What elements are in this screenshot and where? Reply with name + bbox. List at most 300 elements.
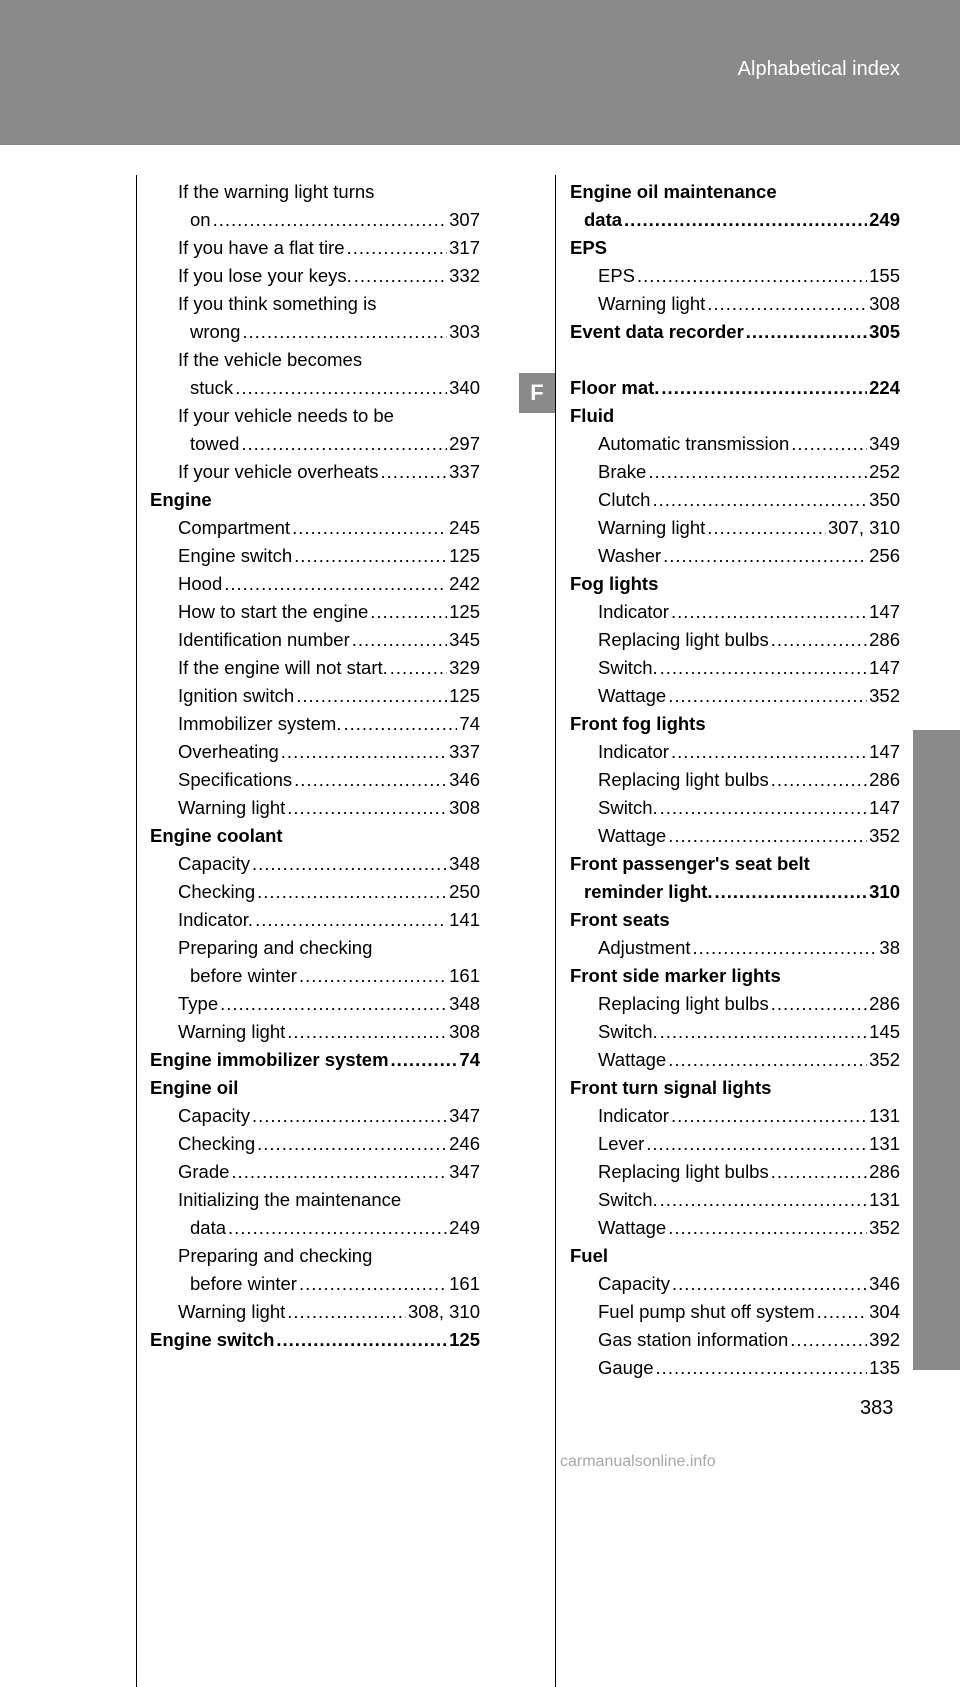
index-entry-label: Fuel pump shut off system [598, 1301, 815, 1322]
index-entry [150, 654, 480, 682]
index-page-ref: 303 [449, 321, 480, 342]
index-entry [570, 1186, 900, 1214]
index-entry-label: Replacing light bulbs [598, 1161, 769, 1182]
index-entry-label: Adjustment [598, 937, 691, 958]
index-page-ref: 161 [449, 1273, 480, 1294]
index-entry-label: Checking [178, 881, 256, 902]
index-heading [570, 850, 900, 878]
index-entry-label: data [584, 209, 623, 230]
dot-leader [668, 682, 867, 710]
index-subentry-text: If you think something is [178, 293, 377, 314]
index-entry [150, 542, 480, 570]
index-page-ref: 308, 310 [407, 1301, 480, 1322]
header-title: Alphabetical index [737, 58, 900, 80]
index-entry [570, 766, 900, 794]
index-entry [570, 514, 900, 542]
index-page-ref: 310 [869, 881, 900, 902]
index-entry [150, 878, 480, 906]
index-page-ref: 308 [449, 797, 480, 818]
index-entry-label: Immobilizer system. [178, 713, 342, 734]
index-entry [570, 374, 900, 402]
index-entry-label: Switch. [598, 797, 658, 818]
dot-leader [672, 1270, 867, 1298]
index-subentry-wrap [150, 178, 480, 206]
index-heading-text: Engine [150, 489, 212, 510]
index-entry [150, 318, 480, 346]
index-entry [150, 598, 480, 626]
index-page-ref: 337 [449, 741, 480, 762]
dot-leader [257, 1130, 447, 1158]
index-entry-label: If your vehicle overheats [178, 461, 379, 482]
index-subentry-text: If the warning light turns [178, 181, 375, 202]
index-subentry-text: Preparing and checking [178, 1245, 373, 1266]
dot-leader [296, 682, 447, 710]
index-page-ref: 308 [869, 293, 900, 314]
index-page-ref: 135 [869, 1357, 900, 1378]
index-entry [570, 262, 900, 290]
index-subentry-text: If the vehicle becomes [178, 349, 363, 370]
index-entry [150, 1046, 480, 1074]
dot-leader [660, 1186, 867, 1214]
index-page-ref: 250 [449, 881, 480, 902]
index-entry [150, 1018, 480, 1046]
index-page-ref: 345 [449, 629, 480, 650]
index-entry [570, 290, 900, 318]
index-entry-label: Warning light [598, 517, 706, 538]
index-page-ref: 297 [449, 433, 480, 454]
index-page-ref: 249 [449, 1217, 480, 1238]
index-entry [150, 1130, 480, 1158]
index-entry-label: towed [190, 433, 240, 454]
index-entry [570, 822, 900, 850]
index-entry-label: Automatic transmission [598, 433, 790, 454]
index-page-ref: 145 [869, 1021, 900, 1042]
dot-leader [715, 878, 868, 906]
index-page-ref: 147 [869, 797, 900, 818]
dot-leader [252, 1102, 447, 1130]
index-entry [570, 458, 900, 486]
index-page-ref: 74 [459, 713, 480, 734]
index-page-ref: 256 [869, 545, 900, 566]
index-heading [570, 906, 900, 934]
index-subentry-wrap [150, 1186, 480, 1214]
index-entry [570, 542, 900, 570]
dot-leader [235, 374, 447, 402]
index-page-ref: 125 [449, 601, 480, 622]
dot-leader [648, 458, 867, 486]
index-entry-label: Washer [598, 545, 662, 566]
dot-leader [287, 794, 447, 822]
index-page-ref: 307 [449, 209, 480, 230]
index-heading [570, 710, 900, 738]
column-divider-middle [555, 175, 556, 1687]
index-entry [150, 1102, 480, 1130]
index-entry [150, 374, 480, 402]
dot-leader [228, 1214, 447, 1242]
dot-leader [660, 654, 867, 682]
index-entry [150, 738, 480, 766]
dot-leader [220, 990, 447, 1018]
dot-leader [257, 878, 447, 906]
index-entry [150, 906, 480, 934]
index-entry-label: Replacing light bulbs [598, 769, 769, 790]
index-page-ref: 346 [449, 769, 480, 790]
index-page-ref: 332 [449, 265, 480, 286]
index-entry [150, 1158, 480, 1186]
index-subentry-wrap [150, 346, 480, 374]
index-entry [570, 654, 900, 682]
index-entry-label: before winter [190, 1273, 297, 1294]
index-subentry-text: If your vehicle needs to be [178, 405, 394, 426]
index-page-ref: 242 [449, 573, 480, 594]
index-entry-label: Indicator [598, 601, 669, 622]
index-entry [150, 766, 480, 794]
dot-leader [391, 1046, 458, 1074]
dot-leader [624, 206, 867, 234]
index-page-ref: 38 [879, 937, 900, 958]
index-page-ref: 286 [869, 629, 900, 650]
index-entry [570, 318, 900, 346]
index-entry-label: Engine switch [178, 545, 293, 566]
index-heading [570, 178, 900, 206]
index-entry-label: Checking [178, 1133, 256, 1154]
index-heading [570, 234, 900, 262]
dot-leader [255, 906, 447, 934]
index-entry-label: Switch. [598, 1189, 658, 1210]
index-page-ref: 125 [449, 685, 480, 706]
dot-leader [381, 458, 448, 486]
index-entry [570, 934, 900, 962]
section-spacer [570, 346, 900, 374]
index-entry-label: If you have a flat tire [178, 237, 345, 258]
index-entry-label: Hood [178, 573, 223, 594]
index-page-ref: 286 [869, 769, 900, 790]
index-entry-label: wrong [190, 321, 241, 342]
dot-leader [294, 766, 447, 794]
index-entry [570, 1130, 900, 1158]
index-entry-label: If the engine will not start. [178, 657, 388, 678]
dot-leader [287, 1298, 406, 1326]
index-subentry-text: Initializing the maintenance [178, 1189, 402, 1210]
index-entry-label: Warning light [178, 1021, 286, 1042]
index-entry [150, 962, 480, 990]
index-entry [570, 1354, 900, 1382]
dot-leader [660, 1018, 867, 1046]
index-page-ref: 317 [449, 237, 480, 258]
index-column-left [150, 178, 480, 1354]
index-entry [570, 1214, 900, 1242]
index-entry-label: Ignition switch [178, 685, 295, 706]
dot-leader [287, 1018, 447, 1046]
index-entry [570, 1270, 900, 1298]
index-heading-text: EPS [570, 237, 608, 258]
index-entry-label: Warning light [598, 293, 706, 314]
index-column-right [570, 178, 900, 1382]
index-entry-label: reminder light. [584, 881, 713, 902]
index-entry [570, 598, 900, 626]
index-page-ref: 329 [449, 657, 480, 678]
index-entry-label: Switch. [598, 1021, 658, 1042]
dot-leader [299, 1270, 447, 1298]
index-page-ref: 125 [449, 545, 480, 566]
index-heading-text: Front side marker lights [570, 965, 781, 986]
index-page-ref: 348 [449, 853, 480, 874]
dot-leader [746, 318, 867, 346]
index-page-ref: 348 [449, 993, 480, 1014]
index-page-ref: 252 [869, 461, 900, 482]
dot-leader [224, 570, 447, 598]
index-entry [150, 1298, 480, 1326]
index-entry-label: Wattage [598, 1217, 667, 1238]
index-page-ref: 349 [869, 433, 900, 454]
index-page-ref: 125 [449, 1329, 480, 1350]
dot-leader [771, 766, 867, 794]
index-entry [150, 430, 480, 458]
index-entry-label: How to start the engine [178, 601, 369, 622]
dot-leader [771, 626, 867, 654]
index-entry-label: Grade [178, 1161, 230, 1182]
index-entry-label: Specifications [178, 769, 293, 790]
dot-leader [771, 990, 867, 1018]
index-heading [150, 1074, 480, 1102]
dot-leader [656, 1354, 868, 1382]
index-entry [150, 1214, 480, 1242]
index-page-ref: 74 [459, 1049, 480, 1070]
dot-leader [242, 318, 447, 346]
index-entry [570, 878, 900, 906]
index-page-ref: 392 [869, 1329, 900, 1350]
dot-leader [390, 654, 447, 682]
index-heading [570, 962, 900, 990]
index-subentry-wrap [150, 402, 480, 430]
index-page-ref: 347 [449, 1105, 480, 1126]
index-entry-label: Identification number [178, 629, 350, 650]
index-entry-label: Warning light [178, 1301, 286, 1322]
index-entry [570, 206, 900, 234]
index-entry-label: Indicator [598, 741, 669, 762]
index-page-ref: 352 [869, 1217, 900, 1238]
index-heading [150, 486, 480, 514]
index-entry-label: Warning light [178, 797, 286, 818]
index-page-ref: 224 [869, 377, 900, 398]
index-page-ref: 246 [449, 1133, 480, 1154]
dot-leader [299, 962, 447, 990]
dot-leader [668, 1214, 867, 1242]
index-page-ref: 245 [449, 517, 480, 538]
index-entry-label: Capacity [178, 1105, 250, 1126]
index-heading [150, 822, 480, 850]
index-page-ref: 131 [869, 1189, 900, 1210]
index-entry-label: Brake [598, 461, 647, 482]
index-page-ref: 286 [869, 993, 900, 1014]
column-divider-left [136, 175, 137, 1687]
index-entry-label: Wattage [598, 1049, 667, 1070]
index-heading [570, 1074, 900, 1102]
index-entry-label: EPS [598, 265, 636, 286]
index-entry-label: Wattage [598, 825, 667, 846]
index-entry [570, 1102, 900, 1130]
index-entry-label: If you lose your keys. [178, 265, 352, 286]
index-entry [150, 710, 480, 738]
index-entry-label: Wattage [598, 685, 667, 706]
index-heading-text: Engine oil [150, 1077, 239, 1098]
index-entry-label: Switch. [598, 657, 658, 678]
dot-leader [668, 1046, 867, 1074]
dot-leader [652, 486, 867, 514]
index-entry [150, 1326, 480, 1354]
index-entry [570, 1018, 900, 1046]
index-page-ref: 141 [449, 909, 480, 930]
index-entry-label: Lever [598, 1133, 645, 1154]
index-heading-text: Fluid [570, 405, 615, 426]
dot-leader [707, 290, 867, 318]
index-side-tab [913, 730, 960, 1370]
index-entry [150, 458, 480, 486]
index-subentry-text: Preparing and checking [178, 937, 373, 958]
dot-leader [347, 234, 448, 262]
index-entry [150, 850, 480, 878]
dot-leader [671, 598, 867, 626]
index-entry-label: Engine immobilizer system [150, 1049, 389, 1070]
index-heading [570, 402, 900, 430]
index-entry [150, 990, 480, 1018]
index-entry-label: Capacity [598, 1273, 670, 1294]
dot-leader [693, 934, 878, 962]
index-heading [570, 1242, 900, 1270]
index-heading-text: Front passenger's seat belt [570, 853, 810, 874]
index-entry [150, 794, 480, 822]
index-entry [570, 738, 900, 766]
index-heading-text: Engine coolant [150, 825, 283, 846]
dot-leader [352, 626, 447, 654]
index-entry-label: Type [178, 993, 219, 1014]
index-entry [150, 1270, 480, 1298]
index-entry-label: Capacity [178, 853, 250, 874]
index-entry-label: Clutch [598, 489, 651, 510]
index-entry-label: data [190, 1217, 227, 1238]
dot-leader [790, 1326, 867, 1354]
index-entry [570, 682, 900, 710]
index-entry-label: Replacing light bulbs [598, 629, 769, 650]
index-page-ref: 161 [449, 965, 480, 986]
index-entry-label: on [190, 209, 211, 230]
dot-leader [292, 514, 447, 542]
index-entry-label: Replacing light bulbs [598, 993, 769, 1014]
index-heading-text: Fuel [570, 1245, 609, 1266]
dot-leader [771, 1158, 867, 1186]
index-page-ref: 337 [449, 461, 480, 482]
dot-leader [646, 1130, 867, 1158]
index-page-ref: 352 [869, 685, 900, 706]
index-entry [570, 990, 900, 1018]
dot-leader [294, 542, 447, 570]
section-letter-badge: F [519, 373, 555, 413]
index-entry-label: Indicator [598, 1105, 669, 1126]
index-heading-text: Front seats [570, 909, 670, 930]
index-page-ref: 131 [869, 1133, 900, 1154]
dot-leader [668, 822, 867, 850]
index-entry-label: Event data recorder [570, 321, 744, 342]
index-subentry-wrap [150, 934, 480, 962]
dot-leader [354, 262, 447, 290]
dot-leader [661, 374, 867, 402]
page-header [0, 0, 960, 145]
index-entry-label: Floor mat. [570, 377, 660, 398]
index-heading [570, 570, 900, 598]
index-entry [570, 626, 900, 654]
index-entry-label: Engine switch [150, 1329, 275, 1350]
dot-leader [252, 850, 447, 878]
dot-leader [343, 710, 457, 738]
index-subentry-wrap [150, 1242, 480, 1270]
dot-leader [637, 262, 867, 290]
index-page-ref: 286 [869, 1161, 900, 1182]
index-entry [570, 486, 900, 514]
index-page-ref: 307, 310 [827, 517, 900, 538]
index-entry [570, 1326, 900, 1354]
dot-leader [663, 542, 867, 570]
index-page-ref: 305 [869, 321, 900, 342]
index-entry [570, 1298, 900, 1326]
index-entry-label: Compartment [178, 517, 291, 538]
index-page-ref: 304 [869, 1301, 900, 1322]
index-subentry-wrap [150, 290, 480, 318]
index-page-ref: 147 [869, 657, 900, 678]
page-number: 383 [860, 1397, 894, 1419]
index-entry-label: Gauge [598, 1357, 654, 1378]
dot-leader [791, 430, 867, 458]
index-page-ref: 340 [449, 377, 480, 398]
watermark-text: carmanualsonline.info [560, 1453, 716, 1470]
index-entry [570, 430, 900, 458]
dot-leader [241, 430, 447, 458]
dot-leader [671, 738, 867, 766]
dot-leader [817, 1298, 868, 1326]
index-page-ref: 147 [869, 741, 900, 762]
index-heading-text: Fog lights [570, 573, 659, 594]
dot-leader [276, 1326, 447, 1354]
index-page-ref: 347 [449, 1161, 480, 1182]
index-entry [150, 570, 480, 598]
index-page-ref: 346 [869, 1273, 900, 1294]
index-entry-label: before winter [190, 965, 297, 986]
dot-leader [370, 598, 447, 626]
index-page-ref: 147 [869, 601, 900, 622]
dot-leader [281, 738, 447, 766]
index-entry [150, 682, 480, 710]
index-page-ref: 131 [869, 1105, 900, 1126]
index-page-ref: 350 [869, 489, 900, 510]
index-heading-text: Front turn signal lights [570, 1077, 772, 1098]
index-heading-text: Front fog lights [570, 713, 706, 734]
index-page-ref: 352 [869, 1049, 900, 1070]
index-entry [150, 262, 480, 290]
index-page-ref: 308 [449, 1021, 480, 1042]
dot-leader [213, 206, 448, 234]
index-page-ref: 352 [869, 825, 900, 846]
index-heading-text: Engine oil maintenance [570, 181, 777, 202]
index-entry-label: stuck [190, 377, 234, 398]
index-entry [150, 206, 480, 234]
dot-leader [671, 1102, 867, 1130]
index-page-ref: 249 [869, 209, 900, 230]
index-entry-label: Gas station information [598, 1329, 789, 1350]
dot-leader [660, 794, 867, 822]
index-entry [150, 626, 480, 654]
index-entry [150, 234, 480, 262]
index-page-ref: 155 [869, 265, 900, 286]
index-entry-label: Indicator. [178, 909, 254, 930]
